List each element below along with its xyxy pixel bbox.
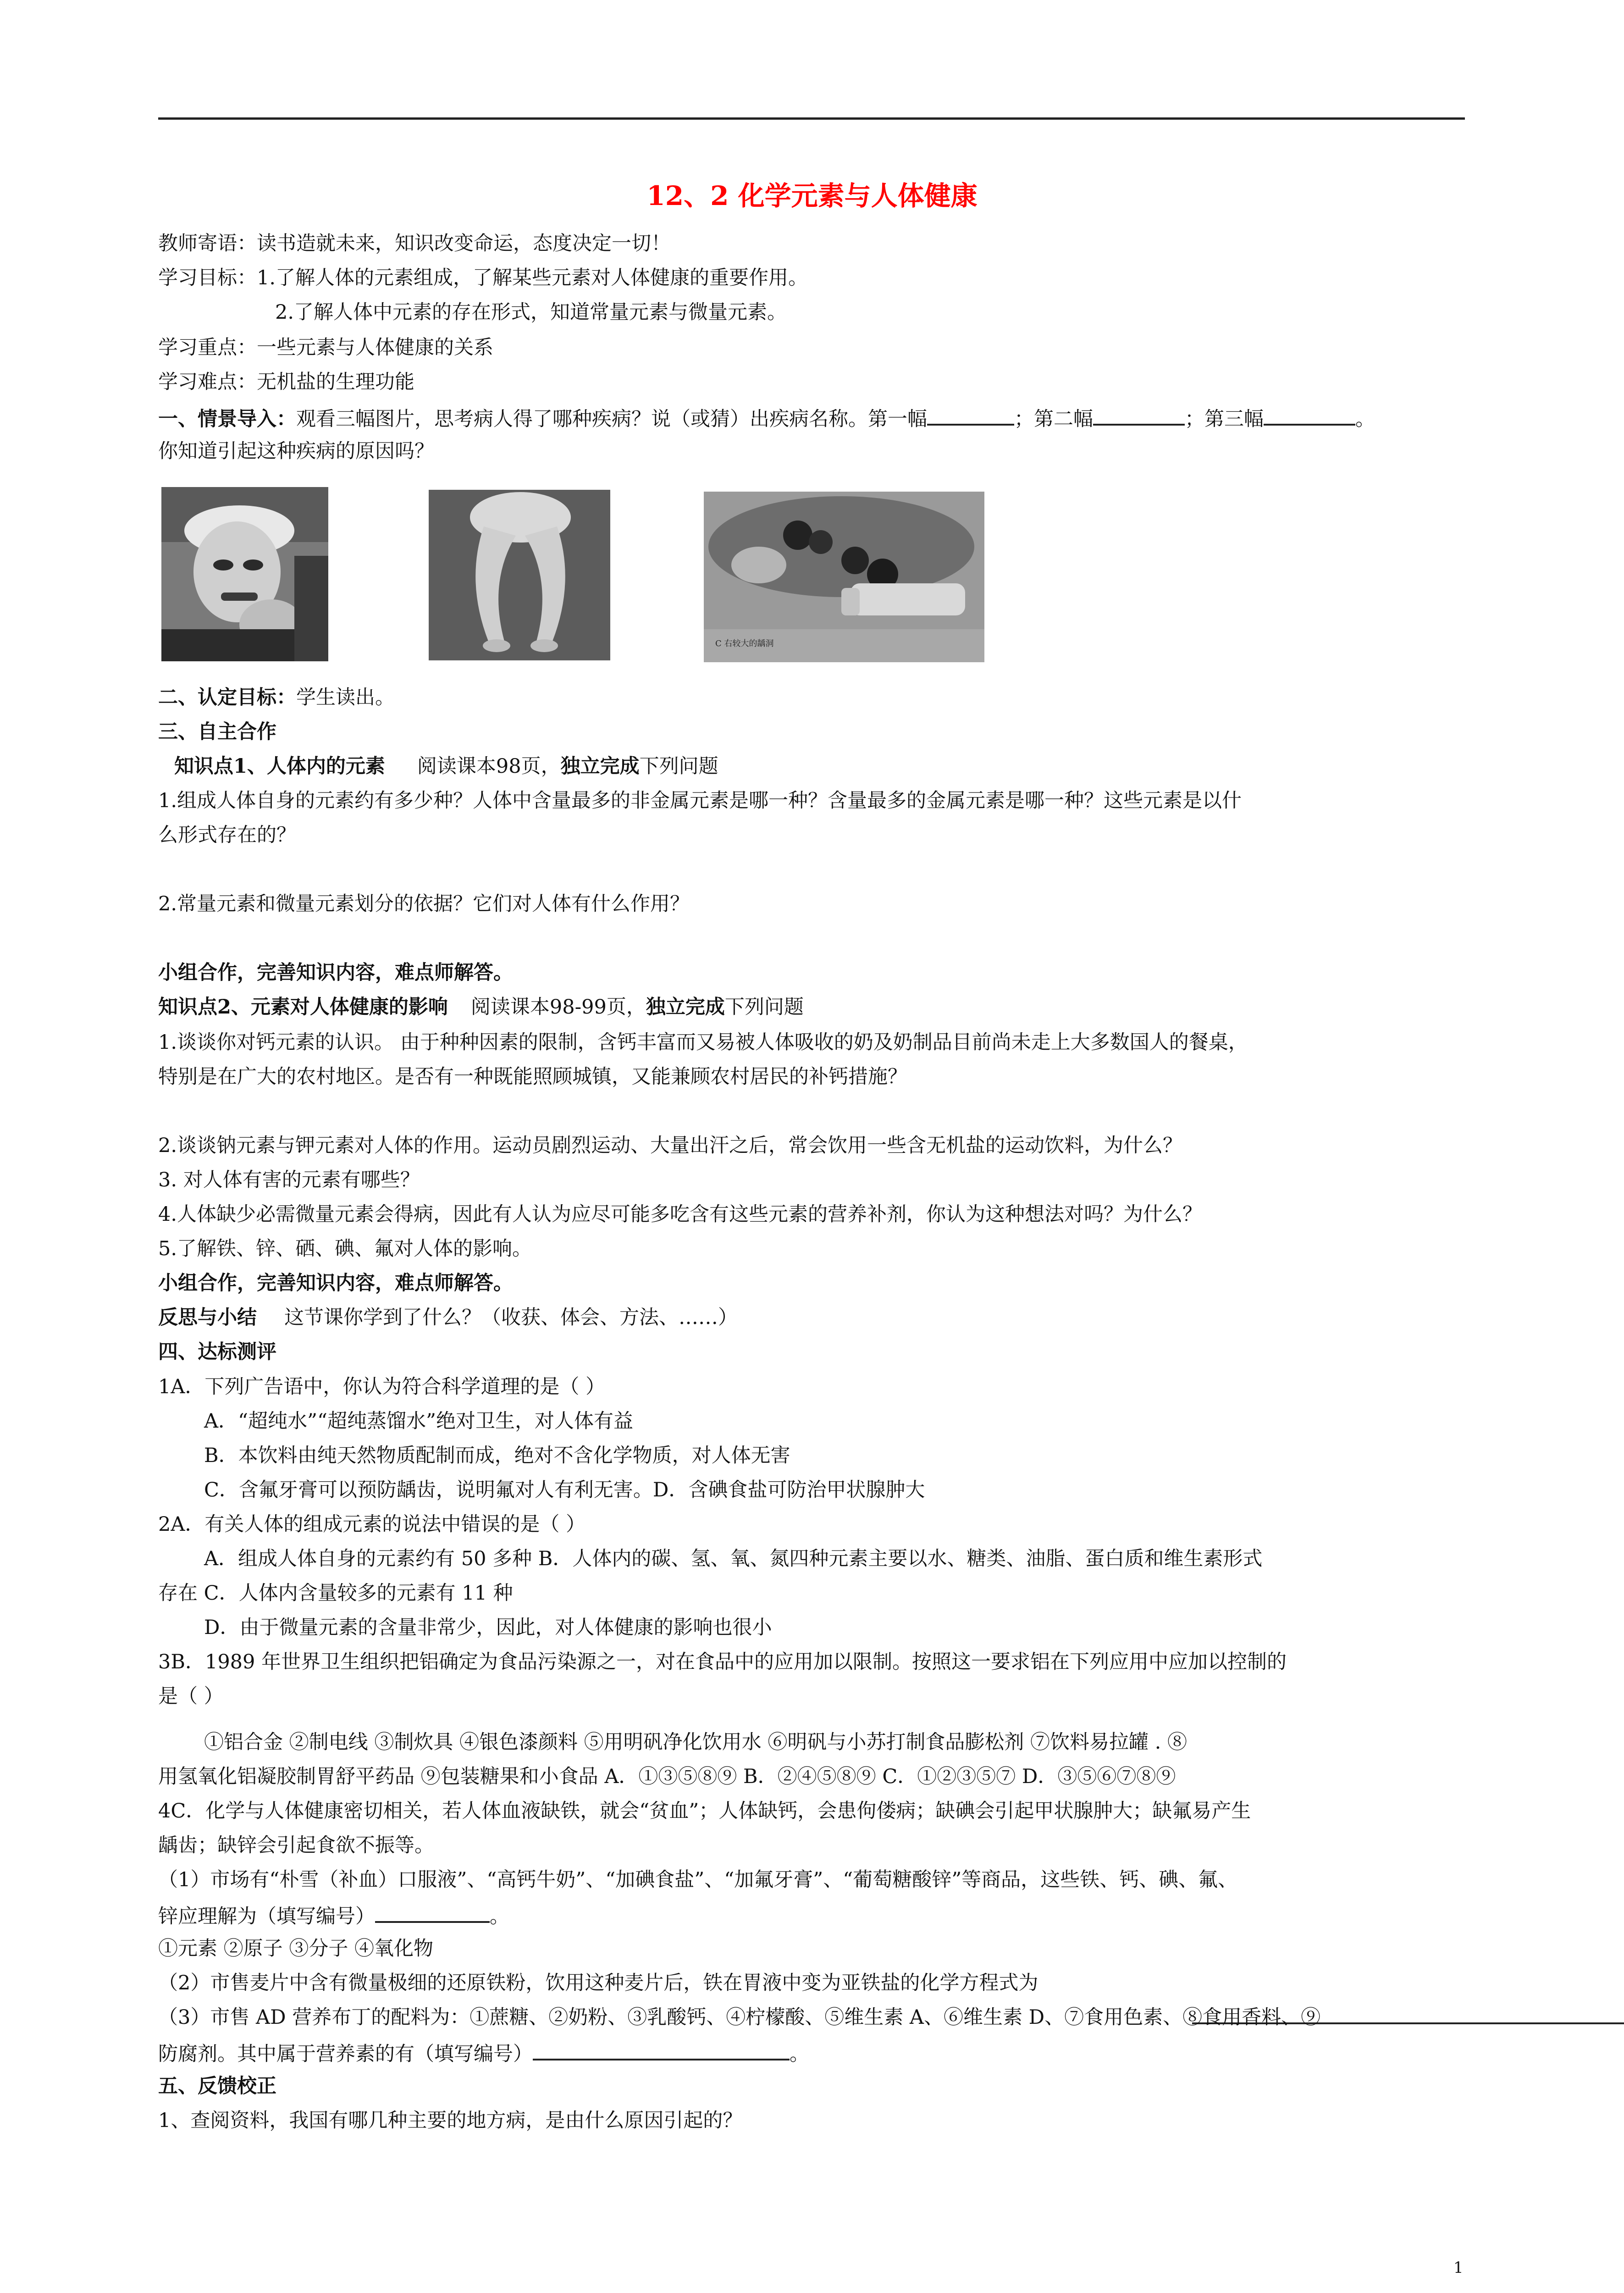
test-question-2: 2A．有关人体的组成元素的说法中错误的是（ ） xyxy=(158,1513,586,1536)
test-q4-part-1-options: ①元素 ②原子 ③分子 ④氧化物 xyxy=(158,1937,434,1960)
group-work-note: 小组合作，完善知识内容，难点师解答。 xyxy=(158,961,513,984)
knowledge-point-2 xyxy=(158,997,804,1017)
blank-q4-part-1[interactable] xyxy=(375,1905,490,1923)
k2-question-3: 3. 对人体有害的元素有哪些？ xyxy=(158,1169,420,1191)
section-3-heading: 三、自主合作 xyxy=(158,720,276,743)
test-q4-part-1-line-1: （1）市场有“朴雪（补血）口服液”、“高钙牛奶”、“加碘食盐”、“加氟牙膏”、“葡萄糖酸锌”等商品，这些铁、钙、碘、氟、 xyxy=(158,1868,1238,1891)
figure-3-caption: C 右较大的龋洞 xyxy=(715,639,774,648)
goal-label: 学习目标： xyxy=(158,266,257,289)
k2-question-1-line-2: 特别是在广大的农村地区。是否有一种既能照顾城镇，又能兼顾农村居民的补钙措施？ xyxy=(158,1065,907,1088)
test-q4-part-1-line-2 xyxy=(158,1905,509,1927)
test-q1-option-cd: C．含氟牙膏可以预防龋齿，说明氟对人有利无害。D．含碘食盐可防治甲状腺肿大 xyxy=(204,1479,925,1501)
learning-focus: 学习重点：一些元素与人体健康的关系 xyxy=(158,336,493,359)
intro-text-a: 观看三幅图片，思考病人得了哪种疾病？说（或猜）出疾病名称。第一幅 xyxy=(296,408,927,431)
test-q1-option-b: B．本饮料由纯天然物质配制而成，绝对不含化学物质，对人体无害 xyxy=(204,1444,790,1467)
test-q2-option-c: 存在 C．人体内含量较多的元素有 11 种 xyxy=(158,1582,513,1605)
test-question-4-line-2: 龋齿；缺锌会引起食欲不振等。 xyxy=(158,1834,434,1857)
q4-p3-text: 防腐剂。其中属于营养素的有（填写编号） xyxy=(158,2043,533,2066)
test-q3-options-1: ①铝合金 ②制电线 ③制炊具 ④银色漆颜料 ⑤用明矾净化饮用水 ⑥明矾与小苏打制食品膨松剂 ⑦饮料易拉罐 . ⑧ xyxy=(204,1731,1188,1754)
learning-goal-1 xyxy=(158,268,808,288)
section-2 xyxy=(158,688,395,708)
group-work-note-2: 小组合作，完善知识内容，难点师解答。 xyxy=(158,1272,513,1295)
knowledge-point-1 xyxy=(174,757,718,776)
page-title: 12、2 化学元素与人体健康 xyxy=(646,180,978,211)
section-1-heading: 一、情景导入： xyxy=(158,408,296,431)
test-q4-part-3-line-1: （3）市售 AD 营养布丁的配料为：①蔗糖、②奶粉、③乳酸钙、④柠檬酸、⑤维生素 A、⑥维生素 D、⑦食用色素、⑧食用香料、⑨ xyxy=(158,2006,1321,2029)
test-q2-option-ab: A．组成人体自身的元素约有 50 多种 B．人体内的碳、氢、氧、氮四种元素主要以水、糖类、油脂、蛋白质和维生素形式 xyxy=(204,1547,1263,1570)
blank-first-figure[interactable] xyxy=(927,407,1014,426)
k1-bold: 独立完成 xyxy=(560,755,640,778)
learning-goal-2: 2.了解人体中元素的存在形式，知道常量元素与微量元素。 xyxy=(275,301,787,324)
k2-bold: 独立完成 xyxy=(646,996,725,1019)
blank-second-figure[interactable] xyxy=(1093,407,1185,426)
goal-1-text: 1.了解人体的元素组成，了解某些元素对人体健康的重要作用。 xyxy=(257,266,808,289)
intro-text-c: ；第三幅 xyxy=(1185,408,1264,431)
q4-p3-end: 。 xyxy=(790,2043,809,2066)
intro-text-b: ；第二幅 xyxy=(1014,408,1093,431)
k2-question-4: 4.人体缺少必需微量元素会得病，因此有人认为应尽可能多吃含有这些元素的营养补剂，你认为这种想法对吗？为什么？ xyxy=(158,1203,1203,1226)
k1-question-1-line-2: 么形式存在的？ xyxy=(158,824,296,847)
reflection-text: 这节课你学到了什么？（收获、体会、方法、……） xyxy=(284,1306,738,1329)
test-q3-options-2: 用氢氧化铝凝胶制胃舒平药品 ⑨包装糖果和小食品 A．①③⑤⑧⑨ B．②④⑤⑧⑨ C．①②③⑤⑦ D．③⑤⑥⑦⑧⑨ xyxy=(158,1765,1176,1788)
k1-heading: 知识点1、人体内的元素 xyxy=(174,755,385,778)
section-4-heading: 四、达标测评 xyxy=(158,1340,276,1363)
intro-question-2: 你知道引起这种疾病的原因吗？ xyxy=(158,440,434,463)
q4-p1-text: 锌应理解为（填写编号） xyxy=(158,1905,375,1928)
test-question-4-line-1: 4C．化学与人体健康密切相关，若人体血液缺铁，就会“贫血”；人体缺钙，会患佝偻病；缺碘会引起甲状腺肿大；缺氟易产生 xyxy=(158,1800,1251,1822)
teacher-motto: 教师寄语：读书造就未来，知识改变命运，态度决定一切！ xyxy=(158,232,671,255)
intro-question xyxy=(158,407,1375,429)
blank-third-figure[interactable] xyxy=(1264,407,1355,426)
header-rule xyxy=(158,117,1465,120)
reflection-heading: 反思与小结 xyxy=(158,1306,257,1329)
goiter-patient-photo xyxy=(161,487,328,661)
q4-p1-end: 。 xyxy=(490,1905,509,1928)
learning-difficulty: 学习难点：无机盐的生理功能 xyxy=(158,371,414,393)
tooth-decay-photo xyxy=(704,492,984,662)
test-q1-option-a: A．“超纯水”“超纯蒸馏水”绝对卫生，对人体有益 xyxy=(204,1410,633,1433)
k1-question-1-line-1: 1.组成人体自身的元素约有多少种？人体中含量最多的非金属元素是哪一种？含量最多的金属元素是哪一种？这些元素是以什 xyxy=(158,789,1242,812)
section-2-heading: 二、认定目标： xyxy=(158,686,296,709)
k2-text: 阅读课本98-99页， xyxy=(470,996,646,1019)
k2-heading: 知识点2、元素对人体健康的影响 xyxy=(158,996,448,1019)
test-question-3-line-2: 是（ ） xyxy=(158,1685,224,1708)
reflection xyxy=(158,1308,738,1328)
k1-text: 阅读课本98页， xyxy=(417,755,561,778)
blank-q4-part-3[interactable] xyxy=(533,2042,790,2060)
k1-question-2: 2.常量元素和微量元素划分的依据？它们对人体有什么作用？ xyxy=(158,892,690,915)
section-2-text: 学生读出。 xyxy=(296,686,395,709)
section-5-heading: 五、反馈校正 xyxy=(158,2075,276,2098)
feedback-question-1: 1、查阅资料，我国有哪几种主要的地方病，是由什么原因引起的？ xyxy=(158,2109,743,2132)
k2-tail: 下列问题 xyxy=(724,996,804,1019)
k2-question-2: 2.谈谈钠元素与钾元素对人体的作用。运动员剧烈运动、大量出汗之后，常会饮用一些含无机盐的运动饮料，为什么？ xyxy=(158,1134,1183,1157)
k2-question-5: 5.了解铁、锌、硒、碘、氟对人体的影响。 xyxy=(158,1237,532,1260)
test-q2-option-d: D．由于微量元素的含量非常少，因此，对人体健康的影响也很小 xyxy=(204,1616,772,1639)
test-q4-part-2: （2）市售麦片中含有微量极细的还原铁粉，饮用这种麦片后，铁在胃液中变为亚铁盐的化学方程式为 xyxy=(158,1972,1038,1994)
test-question-3-line-1: 3B．1989 年世界卫生组织把铝确定为食品污染源之一，对在食品中的应用加以限制。按照这一要求铝在下列应用中应加以控制的 xyxy=(158,1651,1287,1673)
bowed-legs-photo xyxy=(429,490,610,660)
test-question-1: 1A．下列广告语中，你认为符合科学道理的是（ ） xyxy=(158,1375,606,1398)
page-number: 1 xyxy=(1453,2259,1464,2277)
test-q4-part-3-line-2 xyxy=(158,2042,809,2064)
k1-tail: 下列问题 xyxy=(639,755,718,778)
intro-text-d: 。 xyxy=(1355,408,1375,431)
k2-question-1-line-1: 1.谈谈你对钙元素的认识。 由于种种因素的限制，含钙丰富而又易被人体吸收的奶及奶制品目前尚未走上大多数国人的餐桌， xyxy=(158,1031,1248,1054)
